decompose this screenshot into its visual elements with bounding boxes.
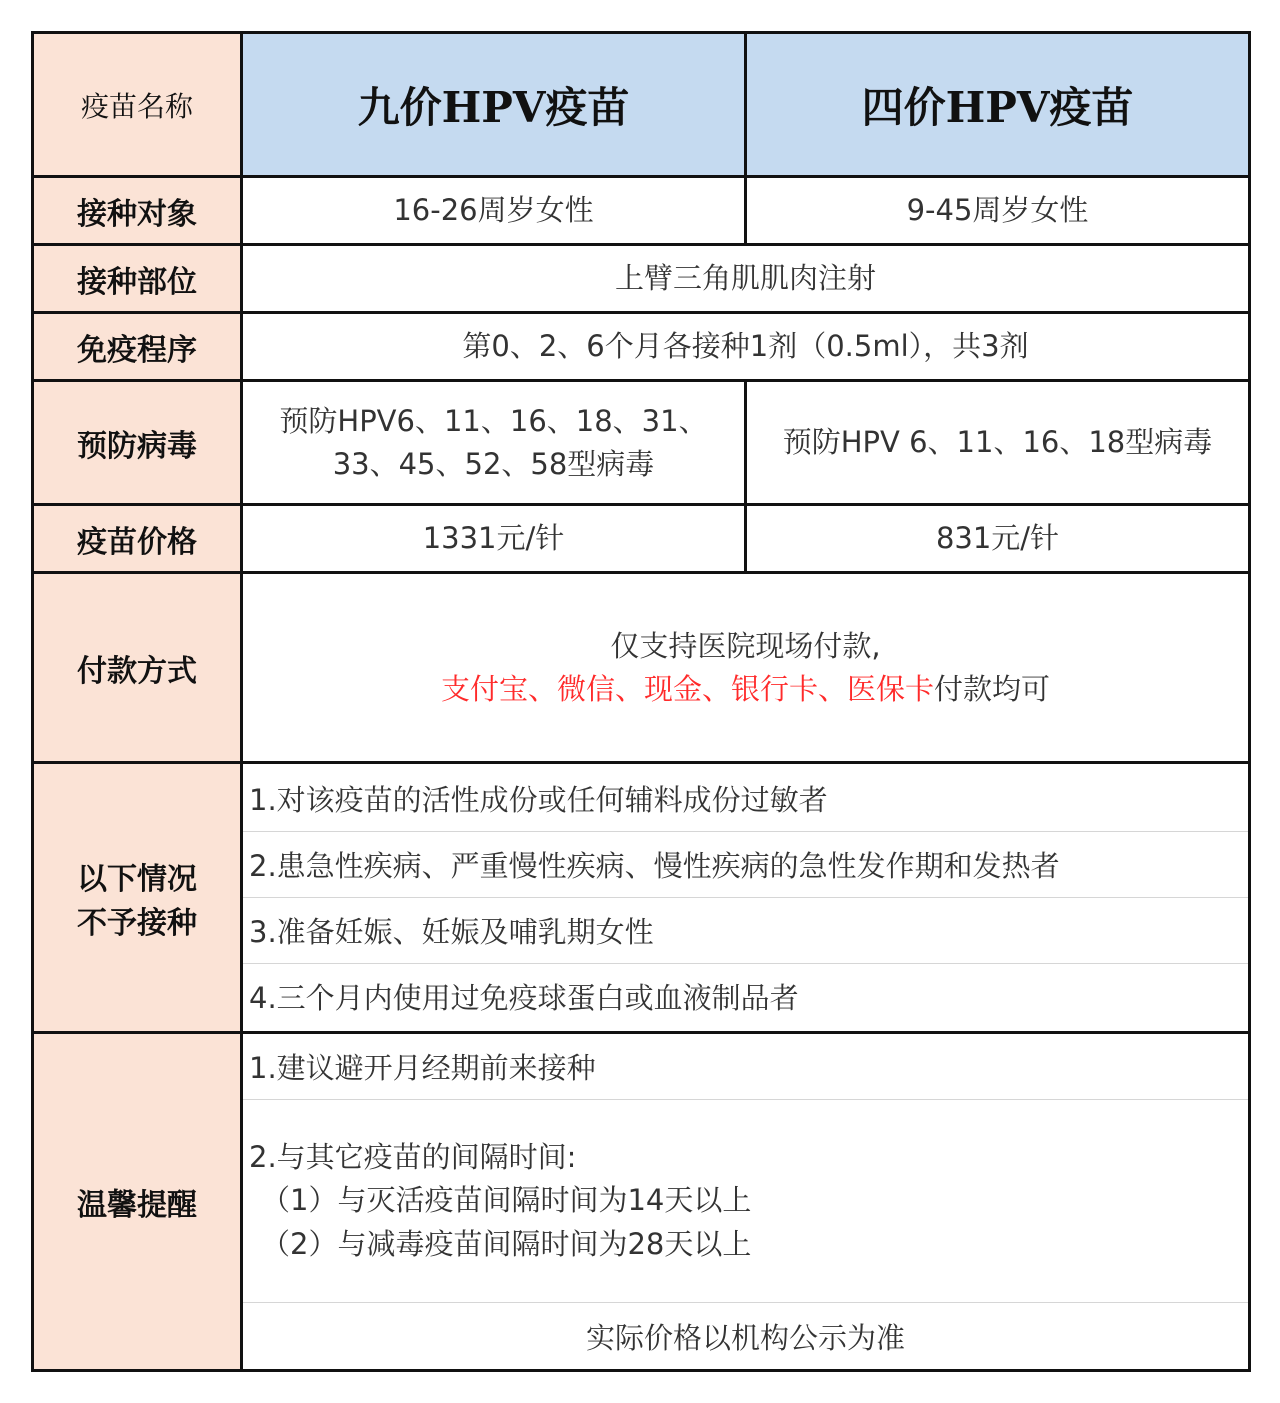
reminder-item-2-title: 2.与其它疫苗的间隔时间:	[249, 1139, 577, 1174]
reminder-item-2-a: （1）与灭活疫苗间隔时间为14天以上	[261, 1183, 752, 1218]
row-price-nine: 1331元/针	[242, 505, 746, 573]
payment-line1: 仅支持医院现场付款,	[610, 629, 881, 664]
row-payment-label: 付款方式	[33, 573, 242, 763]
row-reminder-label: 温馨提醒	[33, 1033, 242, 1371]
row-price-four: 831元/针	[746, 505, 1250, 573]
row-schedule	[33, 313, 1250, 381]
row-contraindications-label	[33, 763, 242, 1033]
reminder-item-2-b: （2）与减毒疫苗间隔时间为28天以上	[261, 1226, 752, 1261]
row-price-label: 疫苗价格	[33, 505, 242, 573]
contraindication-item: 4.三个月内使用过免疫球蛋白或血液制品者	[249, 981, 799, 1015]
row-schedule-label: 免疫程序	[33, 313, 242, 381]
row-site	[33, 245, 1250, 313]
row-contraindications	[33, 763, 1250, 1033]
header-label: 疫苗名称	[33, 33, 242, 177]
header-row	[33, 33, 1250, 177]
reminder-note: 实际价格以机构公示为准	[585, 1320, 905, 1355]
payment-line2	[243, 668, 1248, 710]
header-four-valent: 四价HPV疫苗	[746, 33, 1250, 177]
row-schedule-value: 第0、2、6个月各接种1剂（0.5ml），共3剂	[242, 313, 1250, 381]
row-contraindications-list	[242, 763, 1250, 1033]
row-target-four: 9-45周岁女性	[746, 177, 1250, 245]
row-payment	[33, 573, 1250, 763]
prevent-nine-line2: 33、45、52、58型病毒	[332, 446, 655, 481]
row-prevent-nine	[242, 381, 746, 505]
row-prevent-four: 预防HPV 6、11、16、18型病毒	[746, 381, 1250, 505]
contraindication-item: 3.准备妊娠、妊娠及哺乳期女性	[243, 898, 1248, 964]
contraindications-label-line1: 以下情况	[77, 861, 197, 897]
row-reminder-content	[242, 1033, 1250, 1371]
payment-methods: 支付宝、微信、现金、银行卡、医保卡	[440, 671, 934, 706]
row-prevent	[33, 381, 1250, 505]
contraindications-label-line2: 不予接种	[77, 905, 197, 941]
row-price	[33, 505, 1250, 573]
row-target-nine: 16-26周岁女性	[242, 177, 746, 245]
reminder-item-2	[243, 1100, 1248, 1303]
row-site-value: 上臂三角肌肌肉注射	[242, 245, 1250, 313]
row-site-label: 接种部位	[33, 245, 242, 313]
vaccine-comparison-table	[31, 31, 1251, 1372]
reminder-item-1: 1.建议避开月经期前来接种	[243, 1034, 1248, 1100]
header-nine-valent: 九价HPV疫苗	[242, 33, 746, 177]
row-target-label: 接种对象	[33, 177, 242, 245]
payment-suffix: 付款均可	[934, 671, 1051, 706]
row-target	[33, 177, 1250, 245]
prevent-nine-line1: 预防HPV6、11、16、18、31、	[279, 404, 708, 439]
row-prevent-label: 预防病毒	[33, 381, 242, 505]
contraindication-item: 1.对该疫苗的活性成份或任何辅料成份过敏者	[243, 766, 1248, 832]
row-reminder	[33, 1033, 1250, 1371]
row-payment-value	[242, 573, 1250, 763]
contraindication-item: 2.患急性疾病、严重慢性疾病、慢性疾病的急性发作期和发热者	[243, 832, 1248, 898]
